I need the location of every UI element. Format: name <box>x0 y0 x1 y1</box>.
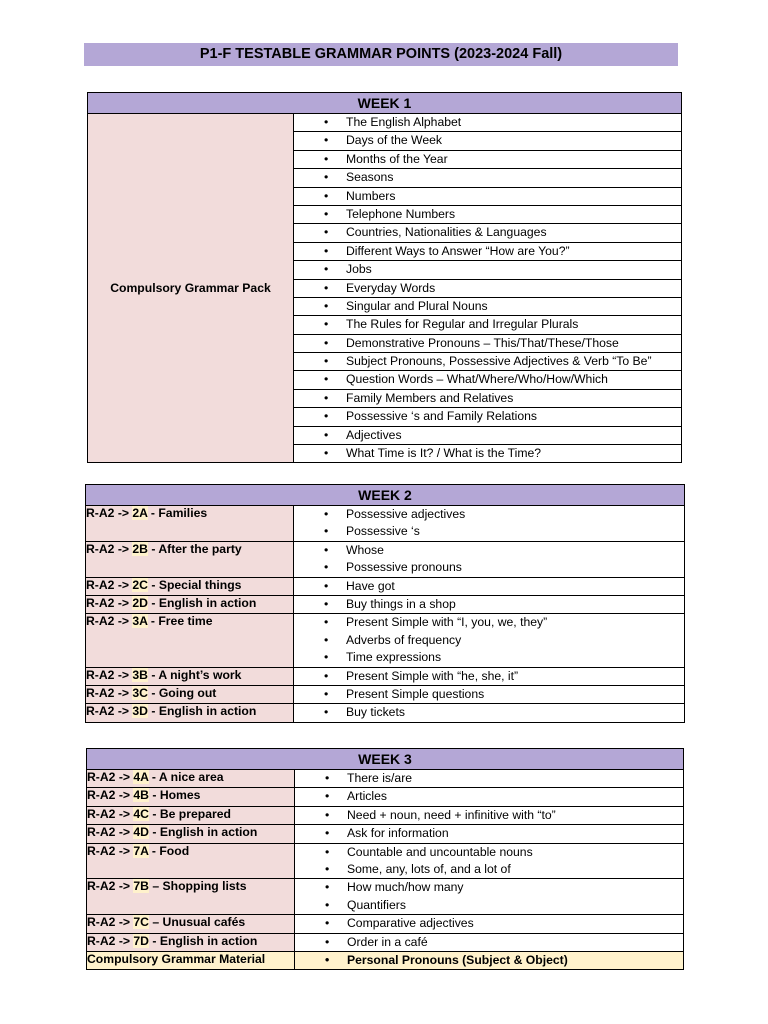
week1-label: Compulsory Grammar Pack <box>88 114 294 463</box>
bullet-icon: • <box>324 560 329 575</box>
list-item: • Articles <box>295 788 683 805</box>
bullet-icon: • <box>324 668 329 683</box>
list-item: • Seasons <box>294 168 681 186</box>
list-item: • Present Simple questions <box>294 686 684 703</box>
list-item: • What Time is It? / What is the Time? <box>294 444 681 462</box>
list-item: • Possessive ‘s <box>294 523 684 540</box>
bullet-icon: • <box>324 578 329 593</box>
unit-code: 2D <box>132 595 148 610</box>
bullet-icon: • <box>325 771 330 785</box>
unit-label: R-A2 -> 4A - A nice area <box>87 770 295 788</box>
list-item: • Countable and uncountable nouns <box>295 844 683 861</box>
table-row <box>87 825 684 843</box>
list-item: • Adjectives <box>294 426 681 444</box>
bullet-icon: • <box>324 705 329 720</box>
table-row <box>87 788 684 806</box>
list-item: • Question Words – What/Where/Who/How/Which <box>294 370 681 388</box>
unit-code: 2A <box>132 506 148 520</box>
table-row <box>86 541 685 577</box>
list-item: • Ask for information <box>295 825 683 842</box>
table-row <box>87 806 684 824</box>
list-item: • Everyday Words <box>294 279 681 297</box>
bullet-icon: • <box>324 446 329 461</box>
bullet-icon: • <box>324 262 329 277</box>
bullet-icon: • <box>325 952 330 967</box>
bullet-icon: • <box>324 335 329 350</box>
list-item: • Countries, Nationalities & Languages <box>294 223 681 241</box>
table-row <box>87 951 684 969</box>
table-row <box>86 704 685 722</box>
bullet-icon: • <box>324 243 329 258</box>
week3-header: WEEK 3 <box>87 749 684 770</box>
list-item: • Need + noun, need + infinitive with “to” <box>295 807 683 824</box>
bullet-icon: • <box>324 354 329 369</box>
table-row <box>86 506 685 542</box>
table-row <box>87 879 684 915</box>
list-item: • Family Members and Relatives <box>294 389 681 407</box>
unit-code: 4B <box>133 788 149 803</box>
list-item: • Possessive adjectives <box>294 506 684 523</box>
unit-label: R-A2 -> 7A - Food <box>87 843 295 879</box>
list-item: • There is/are <box>295 770 683 787</box>
bullet-icon: • <box>325 916 330 931</box>
bullet-icon: • <box>324 170 329 185</box>
unit-label: R-A2 -> 3D - English in action <box>86 704 294 722</box>
bullet-icon: • <box>324 409 329 424</box>
unit-code: 2B <box>132 541 148 556</box>
week1-header: WEEK 1 <box>88 93 682 114</box>
bullet-icon: • <box>324 615 329 630</box>
unit-code: 3A <box>132 614 148 629</box>
list-item: • Possessive pronouns <box>294 559 684 576</box>
week1-table <box>87 92 682 463</box>
unit-label: R-A2 -> 3A - Free time <box>86 614 294 667</box>
bullet-icon: • <box>325 934 330 949</box>
compulsory-material-label: Compulsory Grammar Material <box>87 951 295 969</box>
list-item: • Jobs <box>294 260 681 278</box>
unit-label: R-A2 -> 4C - Be prepared <box>87 806 295 824</box>
week1-items <box>294 114 682 463</box>
bullet-icon: • <box>324 133 329 148</box>
list-item: • Buy things in a shop <box>294 596 684 613</box>
bullet-icon: • <box>325 844 330 859</box>
bullet-icon: • <box>324 372 329 387</box>
bullet-icon: • <box>325 789 330 804</box>
week2-table <box>85 484 685 723</box>
table-row <box>87 843 684 879</box>
list-item: • Telephone Numbers <box>294 205 681 223</box>
table-row <box>86 614 685 667</box>
unit-code: 4A <box>133 770 149 784</box>
list-item: • Months of the Year <box>294 150 681 168</box>
list-item: • Possessive ‘s and Family Relations <box>294 407 681 425</box>
unit-label: R-A2 -> 7B – Shopping lists <box>87 879 295 915</box>
bullet-icon: • <box>324 524 329 539</box>
bullet-icon: • <box>324 206 329 221</box>
list-item: • Numbers <box>294 187 681 205</box>
unit-code: 7D <box>133 933 149 948</box>
bullet-icon: • <box>324 542 329 557</box>
list-item: • Order in a café <box>295 934 683 951</box>
bullet-icon: • <box>324 280 329 295</box>
unit-code: 7A <box>133 843 149 858</box>
bullet-icon: • <box>325 826 330 841</box>
bullet-icon: • <box>324 317 329 332</box>
list-item: • Adverbs of frequency <box>294 632 684 649</box>
bullet-icon: • <box>324 507 329 521</box>
unit-label: R-A2 -> 7D - English in action <box>87 933 295 951</box>
list-item: • Quantifiers <box>295 897 683 914</box>
unit-label: R-A2 -> 2D - English in action <box>86 595 294 613</box>
unit-label: R-A2 -> 3B - A night’s work <box>86 667 294 685</box>
unit-code: 4C <box>133 806 149 821</box>
unit-label: R-A2 -> 4B - Homes <box>87 788 295 806</box>
unit-label: R-A2 -> 2C - Special things <box>86 577 294 595</box>
unit-code: 3C <box>132 685 148 700</box>
table-row <box>86 577 685 595</box>
bullet-icon: • <box>324 390 329 405</box>
bullet-icon: • <box>324 427 329 442</box>
bullet-icon: • <box>325 807 330 822</box>
list-item: • Demonstrative Pronouns – This/That/These/Those <box>294 334 681 352</box>
bullet-icon: • <box>324 650 329 665</box>
bullet-icon: • <box>325 880 330 895</box>
list-item: • The Rules for Regular and Irregular Plurals <box>294 315 681 333</box>
list-item: • Subject Pronouns, Possessive Adjectives & Verb “To Be” <box>294 352 681 370</box>
list-item: • Singular and Plural Nouns <box>294 297 681 315</box>
list-item: • Have got <box>294 578 684 595</box>
bullet-icon: • <box>324 188 329 203</box>
list-item: • Buy tickets <box>294 704 684 721</box>
bullet-icon: • <box>325 861 330 876</box>
list-item: • Whose <box>294 542 684 559</box>
unit-code: 3B <box>132 667 148 682</box>
list-item: • How much/how many <box>295 879 683 896</box>
table-row <box>87 915 684 933</box>
table-row <box>86 685 685 703</box>
unit-code: 7C <box>133 915 149 930</box>
unit-label: R-A2 -> 3C - Going out <box>86 685 294 703</box>
list-item: • The English Alphabet <box>294 114 681 131</box>
page-title: P1-F TESTABLE GRAMMAR POINTS (2023-2024 Fall) <box>84 43 678 66</box>
unit-code: 2C <box>132 577 148 592</box>
bullet-icon: • <box>324 596 329 611</box>
unit-code: 7B <box>133 879 149 894</box>
list-item: • Different Ways to Answer “How are You?” <box>294 242 681 260</box>
table-row <box>86 667 685 685</box>
list-item: • Personal Pronouns (Subject & Object) <box>295 952 683 969</box>
list-item: • Days of the Week <box>294 131 681 149</box>
week2-header: WEEK 2 <box>86 485 685 506</box>
list-item: • Present Simple with “I, you, we, they” <box>294 614 684 631</box>
unit-label: R-A2 -> 2A - Families <box>86 506 294 542</box>
list-item: • Present Simple with “he, she, it” <box>294 668 684 685</box>
bullet-icon: • <box>324 632 329 647</box>
bullet-icon: • <box>324 298 329 313</box>
bullet-icon: • <box>325 897 330 912</box>
week3-table <box>86 748 684 970</box>
bullet-icon: • <box>324 115 329 129</box>
unit-label: R-A2 -> 4D - English in action <box>87 825 295 843</box>
table-row <box>86 595 685 613</box>
unit-code: 4D <box>133 825 149 840</box>
table-row <box>87 770 684 788</box>
unit-label: R-A2 -> 2B - After the party <box>86 541 294 577</box>
table-row <box>87 933 684 951</box>
list-item: • Comparative adjectives <box>295 915 683 932</box>
list-item: • Some, any, lots of, and a lot of <box>295 861 683 878</box>
bullet-icon: • <box>324 225 329 240</box>
list-item: • Time expressions <box>294 649 684 666</box>
bullet-icon: • <box>324 686 329 701</box>
unit-label: R-A2 -> 7C – Unusual cafés <box>87 915 295 933</box>
bullet-icon: • <box>324 151 329 166</box>
unit-code: 3D <box>132 704 148 719</box>
